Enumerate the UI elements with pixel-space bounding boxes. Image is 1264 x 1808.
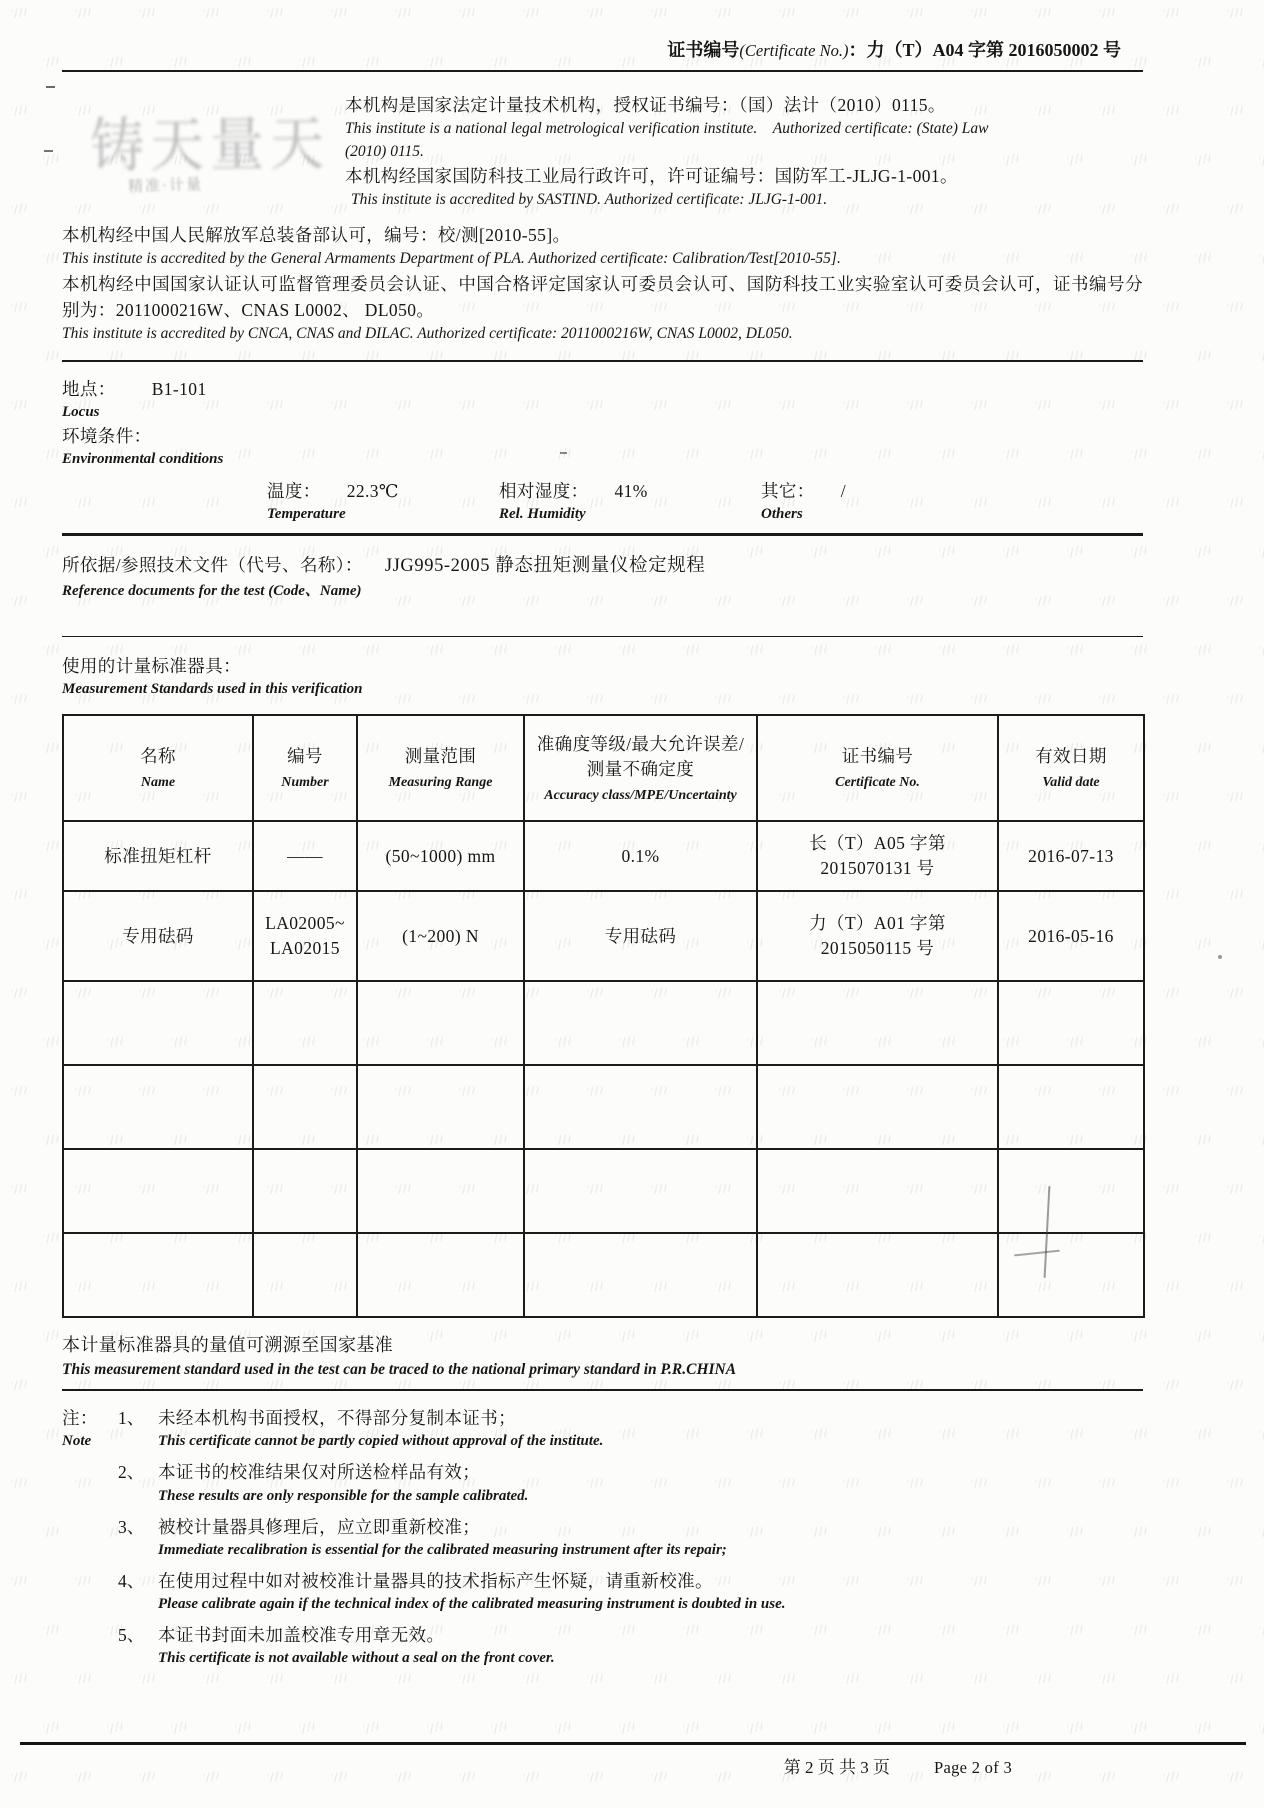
- watermark-mark: [1259, 1427, 1264, 1439]
- watermark-mark: [1035, 1770, 1052, 1782]
- traceability-zh: 本计量标准器具的量值可溯源至国家基准: [62, 1335, 394, 1356]
- env-item-temperature: [267, 478, 499, 525]
- col-header-number: 编号 Number: [253, 715, 357, 821]
- locus-label-zh: 地点：: [62, 378, 116, 399]
- others-label-zh: 其它：: [761, 481, 815, 502]
- standards-table-empty-row: [63, 1233, 1144, 1317]
- watermark-mark: [1227, 986, 1244, 998]
- watermark-mark: [1259, 741, 1264, 753]
- watermark-mark: [683, 1721, 700, 1733]
- notes-label-zh: 注：: [62, 1408, 98, 1429]
- env-item-others: [761, 478, 981, 525]
- temperature-label-zh: 温度：: [267, 481, 321, 502]
- humidity-value: 41%: [614, 481, 648, 502]
- cell-certificate: 长（T）A05 字第 2015070131 号: [757, 821, 998, 891]
- section-divider-3: [62, 636, 1143, 637]
- section-divider-1: [62, 360, 1143, 362]
- watermark-mark: [715, 1770, 732, 1782]
- watermark-mark: [1259, 1133, 1264, 1145]
- watermark-mark: [523, 1770, 540, 1782]
- env-label-en: Environmental conditions: [62, 451, 224, 468]
- accreditation-p4-zh: 本机构经中国国家认证认可监督管理委员会认证、中国合格评定国家认可委员会认可、国防科技工业实验室认可委员会认可，证书编号分别为：2011000216W、CNAS L0002、 DL050。: [62, 273, 1143, 320]
- reference-label-zh: 所依据/参照技术文件（代号、名称）：: [62, 555, 363, 576]
- certificate-number-value: 力（T）A04 字第 2016050002 号: [866, 40, 1121, 60]
- note-5-en: This certificate is not available without a seal on the front cover.: [158, 1650, 555, 1667]
- notes-label: [62, 1405, 118, 1676]
- others-label-en: Others: [761, 506, 803, 523]
- watermark-mark: [1099, 1770, 1116, 1782]
- locus-value: B1-101: [151, 378, 207, 399]
- accreditation-p2-zh: 本机构经国家国防科技工业局行政许可，许可证编号：国防军工-JLJG-1-001。: [345, 166, 958, 187]
- watermark-mark: [107, 1721, 124, 1733]
- watermark-mark: [1227, 1770, 1244, 1782]
- note-4-number: 4、: [118, 1570, 145, 1591]
- note-5-zh: 本证书封面未加盖校准专用章无效。: [158, 1625, 445, 1646]
- note-item-1: [118, 1405, 786, 1452]
- watermark-mark: [43, 1721, 60, 1733]
- watermark-mark: [1227, 1280, 1244, 1292]
- standards-table-empty-row: [63, 981, 1144, 1065]
- watermark-mark: [1003, 1721, 1020, 1733]
- accreditation-p1-en: This institute is a national legal metrological verification institute. Authorized certificate: (State) Law (2010) 0115.: [345, 120, 989, 160]
- locus-section: [62, 376, 1143, 526]
- watermark-mark: [235, 1721, 252, 1733]
- watermark-mark: [1259, 349, 1264, 361]
- watermark-mark: [1227, 594, 1244, 606]
- watermark-mark: [1227, 104, 1244, 116]
- watermark-mark: [331, 1770, 348, 1782]
- watermark-mark: [1259, 447, 1264, 459]
- standards-heading: [62, 653, 1143, 700]
- standards-table-row-1: [63, 821, 1144, 891]
- accreditation-p2-en: This institute is accredited by SASTIND. Authorized certificate: JLJG-1-001.: [351, 191, 828, 209]
- col-header-accuracy: 准确度等级/最大允许误差/测量不确定度 Accuracy class/MPE/Uncertainty: [524, 715, 757, 821]
- certificate-number-label-zh: 证书编号: [667, 40, 740, 60]
- cell-accuracy: 0.1%: [524, 821, 757, 891]
- watermark-mark: [1259, 55, 1264, 67]
- cell-name: 专用砝码: [63, 891, 253, 981]
- institute-seal-subscript-icon: 精准·计量: [127, 176, 204, 196]
- watermark-mark: [587, 1770, 604, 1782]
- cell-number: LA02005~LA02015: [253, 891, 357, 981]
- temperature-label-en: Temperature: [267, 506, 346, 523]
- note-item-5: [118, 1622, 786, 1669]
- cell-name: 标准扭矩杠杆: [63, 821, 253, 891]
- note-1-en: This certificate cannot be partly copied without approval of the institute.: [158, 1433, 604, 1450]
- reference-value: JJG995-2005 静态扭矩测量仪检定规程: [384, 556, 706, 577]
- watermark-mark: [1259, 153, 1264, 165]
- certificate-number-label-en: (Certificate No.): [739, 41, 849, 60]
- note-2-zh: 本证书的校准结果仅对所送检样品有效；: [158, 1462, 481, 1483]
- watermark-mark: [939, 1721, 956, 1733]
- scan-artifact: [46, 86, 55, 88]
- page-footer: [784, 1753, 1012, 1778]
- humidity-label-zh: 相对湿度：: [499, 481, 589, 502]
- cell-range: (1~200) N: [357, 891, 524, 981]
- watermark-mark: [395, 1770, 412, 1782]
- watermark-mark: [1259, 1329, 1264, 1341]
- section-divider-2: [62, 533, 1143, 536]
- footer-divider: [20, 1742, 1246, 1745]
- watermark-mark: [1131, 1721, 1148, 1733]
- accreditation-p3-en: This institute is accredited by the General Armaments Department of PLA. Authorized certificate: Calibration/Test[2010-55].: [62, 250, 841, 268]
- col-header-name: 名称 Name: [63, 715, 253, 821]
- watermark-mark: [1259, 1623, 1264, 1635]
- watermark-mark: [1259, 1525, 1264, 1537]
- page-number-zh: 第 2 页 共 3 页: [783, 1758, 890, 1777]
- reference-label-en: Reference documents for the test (Code、Name): [62, 583, 362, 600]
- institute-calligraphy-seal-icon: 铸天量天: [89, 111, 331, 179]
- accreditation-p1-zh: 本机构是国家法定计量技术机构，授权证书编号：（国）法计（2010）0115。: [345, 95, 946, 115]
- accreditation-intro: [62, 92, 1143, 220]
- watermark-mark: [1227, 692, 1244, 704]
- col-header-certificate-no: 证书编号 Certificate No.: [757, 715, 998, 821]
- accreditation-intro-text: [345, 92, 1019, 212]
- watermark-mark: [555, 1721, 572, 1733]
- note-3-number: 3、: [118, 1516, 145, 1537]
- watermark-mark: [619, 1721, 636, 1733]
- col-header-measuring-range: 测量范围 Measuring Range: [357, 715, 524, 821]
- watermark-mark: [459, 1770, 476, 1782]
- watermark-mark: [1259, 1231, 1264, 1243]
- locus-line: [62, 376, 1143, 402]
- note-4-en: Please calibrate again if the technical index of the calibrated measuring instrument is doubted in use.: [158, 1596, 786, 1613]
- certificate-number-line: [62, 36, 1143, 62]
- watermark-mark: [1227, 496, 1244, 508]
- note-2-number: 2、: [118, 1462, 145, 1483]
- watermark-mark: [139, 1770, 156, 1782]
- standards-table: [62, 714, 1145, 1318]
- standards-title-en: Measurement Standards used in this verification: [62, 681, 363, 698]
- accreditation-p4-en: This institute is accredited by CNCA, CNAS and DILAC. Authorized certificate: 2011000216W, CNAS L0002, DL050.: [62, 325, 793, 343]
- watermark-mark: [1067, 1721, 1084, 1733]
- watermark-mark: [1227, 1378, 1244, 1390]
- watermark-mark: [1227, 790, 1244, 802]
- scan-artifact: [44, 150, 53, 152]
- watermark-mark: [811, 1721, 828, 1733]
- standards-table-row-2: [63, 891, 1144, 981]
- humidity-label-en: Rel. Humidity: [499, 506, 586, 523]
- standards-table-header-row: [63, 715, 1144, 821]
- watermark-mark: [267, 1770, 284, 1782]
- scan-artifact: [560, 452, 567, 454]
- accreditation-wide-block: [62, 222, 1143, 346]
- header-divider: [62, 70, 1143, 72]
- note-item-3: [118, 1514, 786, 1561]
- env-item-humidity: [499, 478, 761, 525]
- watermark-mark: [1227, 1574, 1244, 1586]
- watermark-mark: [1227, 1476, 1244, 1488]
- watermark-mark: [1227, 1084, 1244, 1096]
- watermark-mark: [1259, 839, 1264, 851]
- notes-section: [62, 1405, 1143, 1676]
- traceability-en: This measurement standard used in the test can be traced to the national primary standard in P.R.CHINA: [62, 1361, 737, 1379]
- notes-list: [118, 1405, 786, 1676]
- cell-valid-date: 2016-07-13: [998, 821, 1144, 891]
- watermark-mark: [1163, 1770, 1180, 1782]
- note-item-2: [118, 1459, 786, 1506]
- watermark-mark: [1227, 888, 1244, 900]
- watermark-mark: [1227, 6, 1244, 18]
- note-3-en: Immediate recalibration is essential for the calibrated measuring instrument after its repair;: [158, 1541, 727, 1558]
- standards-title-zh: 使用的计量标准器具：: [62, 656, 241, 677]
- note-4-zh: 在使用过程中如对被校准计量器具的技术指标产生怀疑，请重新校准。: [158, 1570, 713, 1591]
- note-1-zh: 未经本机构书面授权，不得部分复制本证书；: [158, 1408, 516, 1429]
- watermark-mark: [203, 1770, 220, 1782]
- watermark-mark: [11, 1770, 28, 1782]
- note-5-number: 5、: [118, 1625, 145, 1646]
- scan-artifact: [1218, 955, 1222, 959]
- watermark-mark: [1259, 1035, 1264, 1047]
- reference-line: [62, 552, 1143, 581]
- watermark-mark: [171, 1721, 188, 1733]
- watermark-mark: [1259, 251, 1264, 263]
- standards-table-empty-row: [63, 1065, 1144, 1149]
- certificate-number-colon: ：: [848, 40, 867, 60]
- env-conditions-row: [267, 478, 1143, 525]
- reference-section: [62, 552, 1143, 602]
- watermark-mark: [875, 1721, 892, 1733]
- watermark-mark: [1227, 1672, 1244, 1684]
- cell-number: ——: [253, 821, 357, 891]
- note-1-number: 1、: [118, 1408, 145, 1429]
- watermark-mark: [1227, 398, 1244, 410]
- cell-accuracy: 专用砝码: [524, 891, 757, 981]
- note-2-en: These results are only responsible for the sample calibrated.: [158, 1487, 529, 1504]
- watermark-mark: [1259, 1721, 1264, 1733]
- watermark-mark: [363, 1721, 380, 1733]
- temperature-value: 22.3℃: [346, 481, 399, 502]
- env-label-zh: 环境条件：: [62, 425, 152, 446]
- cell-certificate: 力（T）A01 字第 2015050115 号: [757, 891, 998, 981]
- standards-table-empty-row: [63, 1149, 1144, 1233]
- col-header-valid-date: 有效日期 Valid date: [998, 715, 1144, 821]
- watermark-mark: [1227, 202, 1244, 214]
- watermark-mark: [491, 1721, 508, 1733]
- watermark-mark: [1259, 545, 1264, 557]
- watermark-mark: [1259, 937, 1264, 949]
- watermark-mark: [747, 1721, 764, 1733]
- locus-label-en: Locus: [62, 403, 100, 420]
- traceability-section: [62, 1332, 1143, 1381]
- watermark-mark: [427, 1721, 444, 1733]
- cell-range: (50~1000) mm: [357, 821, 524, 891]
- note-item-4: [118, 1568, 786, 1615]
- others-value: /: [840, 481, 846, 502]
- section-divider-4: [62, 1389, 1143, 1391]
- page-number-en: Page 2 of 3: [934, 1758, 1012, 1777]
- watermark-mark: [1227, 1182, 1244, 1194]
- watermark-mark: [75, 1770, 92, 1782]
- accreditation-p3-zh: 本机构经中国人民解放军总装备部认可，编号：校/测[2010-55]。: [62, 225, 571, 245]
- watermark-mark: [299, 1721, 316, 1733]
- cell-valid-date: 2016-05-16: [998, 891, 1144, 981]
- watermark-mark: [1259, 643, 1264, 655]
- notes-label-en: Note: [62, 1433, 92, 1450]
- watermark-mark: [651, 1770, 668, 1782]
- watermark-mark: [1227, 300, 1244, 312]
- note-3-zh: 被校计量器具修理后，应立即重新校准；: [158, 1516, 481, 1537]
- watermark-mark: [1195, 1721, 1212, 1733]
